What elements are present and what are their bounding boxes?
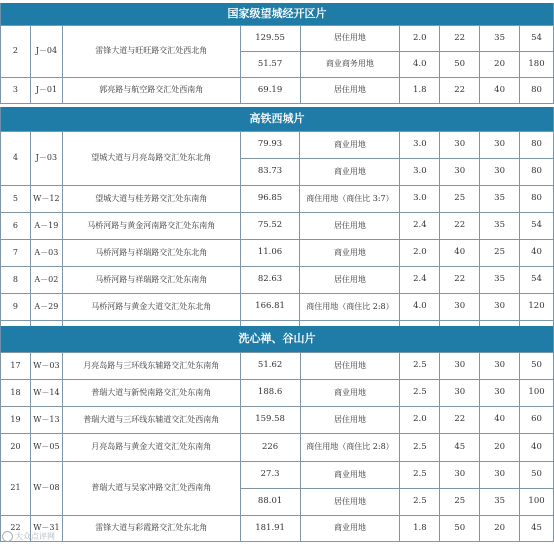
land-use: 商业用地 (300, 380, 400, 407)
land-use: 商住用地（商住比 2:8） (300, 294, 400, 321)
parcel-code: W－05 (30, 434, 62, 462)
floor-area-ratio: 3.0 (400, 132, 440, 159)
parcel-code: W－31 (30, 516, 62, 542)
row-number: 18 (1, 380, 31, 407)
height-limit: 54 (520, 267, 554, 294)
green-ratio: 30 (480, 159, 520, 186)
parcel-code: W－08 (30, 462, 62, 516)
floor-area-ratio: 1.8 (400, 78, 440, 104)
land-use: 商业用地 (300, 159, 400, 186)
land-use: 商业用地 (300, 462, 400, 489)
height-limit: 80 (520, 78, 554, 104)
floor-area-ratio: 2.5 (400, 380, 440, 407)
floor-area-ratio: 4.0 (400, 52, 440, 78)
table-row (1, 26, 554, 52)
parcel-area: 226 (240, 434, 300, 462)
land-use: 居住用地 (300, 78, 400, 104)
row-number: 20 (1, 434, 31, 462)
row-number: 5 (1, 186, 31, 213)
parcel-code: W－12 (30, 186, 62, 213)
parcel-area: 159.58 (240, 407, 300, 434)
land-use: 商住用地（商住比 2:8） (300, 434, 400, 462)
section-header: 国家级望城经开区片 (0, 3, 554, 25)
height-limit: 60 (520, 407, 554, 434)
green-ratio: 20 (480, 434, 520, 462)
land-use: 商业用地 (300, 132, 400, 159)
parcel-area: 51.62 (240, 353, 300, 380)
height-limit: 50 (520, 353, 554, 380)
table-row (1, 240, 554, 267)
green-ratio: 30 (480, 353, 520, 380)
row-number: 21 (1, 462, 31, 516)
floor-area-ratio: 2.5 (400, 434, 440, 462)
building-density: 30 (440, 159, 480, 186)
height-limit: 100 (520, 489, 554, 516)
parcel-area: 82.63 (240, 267, 300, 294)
floor-area-ratio: 2.0 (400, 407, 440, 434)
land-use: 居住用地 (300, 407, 400, 434)
height-limit: 54 (520, 26, 554, 52)
table-row (1, 516, 554, 542)
floor-area-ratio: 2.5 (400, 462, 440, 489)
height-limit: 80 (520, 159, 554, 186)
building-density: 22 (440, 26, 480, 52)
parcel-location: 月亮岛路与三环线东辅路交汇处东南角 (62, 353, 240, 380)
row-number: 2 (1, 26, 31, 78)
parcel-code: A－19 (30, 213, 62, 240)
parcel-code: A－29 (30, 294, 62, 321)
parcel-code: W－13 (30, 407, 62, 434)
land-use: 居住用地 (300, 213, 400, 240)
green-ratio: 30 (480, 462, 520, 489)
floor-area-ratio: 3.0 (400, 159, 440, 186)
green-ratio: 20 (480, 516, 520, 542)
building-density: 22 (440, 213, 480, 240)
parcel-code: A－02 (30, 267, 62, 294)
parcel-code: W－14 (30, 380, 62, 407)
parcel-area: 51.57 (240, 52, 300, 78)
building-density: 25 (440, 489, 480, 516)
section-table (0, 25, 554, 104)
parcel-location: 马桥河路与黄金大道交汇处东北角 (62, 294, 240, 321)
green-ratio: 35 (480, 489, 520, 516)
green-ratio: 30 (480, 132, 520, 159)
green-ratio: 30 (480, 294, 520, 321)
parcel-area: 181.91 (240, 516, 300, 542)
section-table (0, 131, 554, 349)
building-density: 30 (440, 353, 480, 380)
parcel-code: J－03 (30, 132, 62, 186)
floor-area-ratio: 3.0 (400, 186, 440, 213)
row-number: 19 (1, 407, 31, 434)
floor-area-ratio: 2.0 (400, 240, 440, 267)
land-use: 商业用地 (300, 516, 400, 542)
floor-area-ratio: 1.8 (400, 516, 440, 542)
section-header: 洗心禅、谷山片 (0, 326, 554, 352)
parcel-area: 129.55 (240, 26, 300, 52)
height-limit: 54 (520, 213, 554, 240)
green-ratio: 35 (480, 26, 520, 52)
parcel-location: 普瑞大道与吴家冲路交汇处西南角 (62, 462, 240, 516)
parcel-location: 马桥河路与祥瑞路交汇处东北角 (62, 240, 240, 267)
row-number: 6 (1, 213, 31, 240)
table-row (1, 462, 554, 489)
parcel-area: 11.06 (240, 240, 300, 267)
watermark (2, 531, 55, 542)
table-row (1, 213, 554, 240)
height-limit: 40 (520, 240, 554, 267)
height-limit: 45 (520, 516, 554, 542)
parcel-code: A－03 (30, 240, 62, 267)
row-number: 4 (1, 132, 31, 186)
table-row (1, 294, 554, 321)
height-limit: 40 (520, 434, 554, 462)
land-use: 商业商务用地 (300, 52, 400, 78)
parcel-code: J－04 (30, 26, 62, 78)
parcel-location: 月亮岛路与黄金大道交汇处东南角 (62, 434, 240, 462)
land-use: 商住用地（商住比 3:7） (300, 186, 400, 213)
floor-area-ratio: 2.4 (400, 267, 440, 294)
building-density: 25 (440, 186, 480, 213)
green-ratio: 40 (480, 407, 520, 434)
parcel-area: 166.81 (240, 294, 300, 321)
land-use: 商业用地 (300, 240, 400, 267)
height-limit: 180 (520, 52, 554, 78)
table-row (1, 407, 554, 434)
table-row (1, 380, 554, 407)
building-density: 22 (440, 407, 480, 434)
parcel-area: 75.52 (240, 213, 300, 240)
land-use: 居住用地 (300, 26, 400, 52)
section-table (0, 352, 554, 542)
watermark-logo-icon (2, 531, 13, 542)
floor-area-ratio: 2.0 (400, 26, 440, 52)
green-ratio: 35 (480, 267, 520, 294)
floor-area-ratio: 2.4 (400, 213, 440, 240)
floor-area-ratio: 2.5 (400, 489, 440, 516)
floor-area-ratio: 2.5 (400, 353, 440, 380)
row-number: 22 (1, 516, 31, 542)
green-ratio: 35 (480, 213, 520, 240)
green-ratio: 20 (480, 52, 520, 78)
row-number: 9 (1, 294, 31, 321)
table-row (1, 353, 554, 380)
parcel-location: 望城大道与月亮岛路交汇处东北角 (62, 132, 240, 186)
section-header: 高铁西城片 (0, 107, 554, 131)
height-limit: 50 (520, 462, 554, 489)
building-density: 22 (440, 78, 480, 104)
parcel-code: W－03 (30, 353, 62, 380)
building-density: 30 (440, 462, 480, 489)
parcel-location: 普瑞大道与三环线东辅道交汇处西南角 (62, 407, 240, 434)
green-ratio: 25 (480, 240, 520, 267)
building-density: 22 (440, 267, 480, 294)
green-ratio: 40 (480, 78, 520, 104)
watermark-text: 大众点评网 (15, 532, 55, 541)
height-limit: 100 (520, 380, 554, 407)
table-row (1, 78, 554, 104)
green-ratio: 30 (480, 380, 520, 407)
parcel-location: 马桥河路与祥瑞路交汇处东南角 (62, 267, 240, 294)
building-density: 50 (440, 516, 480, 542)
parcel-location: 郭亮路与航空路交汇处西南角 (62, 78, 240, 104)
building-density: 30 (440, 132, 480, 159)
building-density: 30 (440, 294, 480, 321)
parcel-area: 69.19 (240, 78, 300, 104)
land-use: 居住用地 (300, 267, 400, 294)
parcel-area: 188.6 (240, 380, 300, 407)
parcel-location: 雷锋大道与彩霞路交汇处东北角 (62, 516, 240, 542)
row-number: 17 (1, 353, 31, 380)
building-density: 50 (440, 52, 480, 78)
parcel-location: 望城大道与桂芳路交汇处东南角 (62, 186, 240, 213)
building-density: 30 (440, 380, 480, 407)
building-density: 40 (440, 240, 480, 267)
parcel-location: 雷锋大道与旺旺路交汇处西北角 (62, 26, 240, 78)
parcel-area: 88.01 (240, 489, 300, 516)
building-density: 45 (440, 434, 480, 462)
height-limit: 120 (520, 294, 554, 321)
floor-area-ratio: 4.0 (400, 294, 440, 321)
table-row (1, 132, 554, 159)
table-row (1, 434, 554, 462)
parcel-location: 普瑞大道与新悦南路交汇处东南角 (62, 380, 240, 407)
table-row (1, 267, 554, 294)
parcel-area: 83.73 (240, 159, 300, 186)
height-limit: 80 (520, 186, 554, 213)
green-ratio: 35 (480, 186, 520, 213)
land-use: 居住用地 (300, 353, 400, 380)
table-row (1, 186, 554, 213)
row-number: 3 (1, 78, 31, 104)
parcel-area: 96.85 (240, 186, 300, 213)
land-use: 居住用地 (300, 489, 400, 516)
row-number: 7 (1, 240, 31, 267)
parcel-code: J－01 (30, 78, 62, 104)
parcel-location: 马桥河路与黄金河南路交汇处东南角 (62, 213, 240, 240)
height-limit: 80 (520, 132, 554, 159)
row-number: 8 (1, 267, 31, 294)
parcel-area: 27.3 (240, 462, 300, 489)
parcel-area: 79.93 (240, 132, 300, 159)
